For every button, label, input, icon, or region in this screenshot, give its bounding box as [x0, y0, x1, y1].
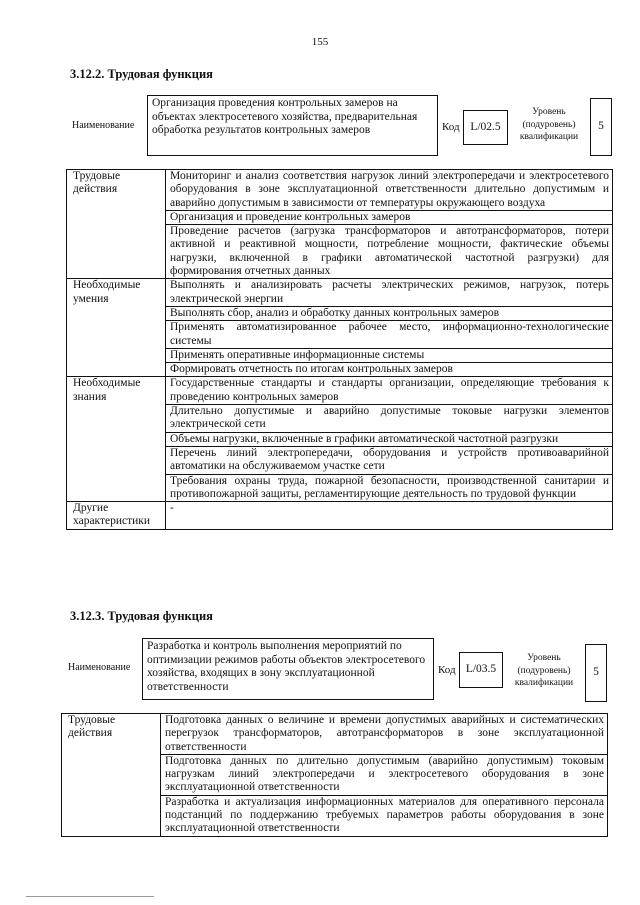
section-heading-3-12-2: 3.12.2. Трудовая функция [70, 67, 213, 81]
function-code: L/03.5 [465, 663, 497, 676]
qualification-level: 5 [593, 666, 599, 679]
table-cell: Подготовка данных по длительно допустимым (аварийно допустимым) токовым нагрузкам линий электропередачи и электросетевого оборудования в зоне эксплуатационной ответственности [161, 754, 608, 795]
name-label: Наименование [72, 120, 135, 131]
function-name-box [147, 95, 438, 156]
table-row [67, 279, 613, 307]
table-cell: Организация и проведение контрольных замеров [166, 210, 613, 224]
page-edge-line [26, 896, 154, 897]
table-row [67, 502, 613, 530]
table-cell: Применять оперативные информационные системы [166, 348, 613, 362]
qualification-level: 5 [598, 120, 604, 133]
level-box [590, 98, 612, 156]
table-cell: Перечень линий электропередачи, оборудования и устройств противоаварийной автоматики на обслуживаемом участке сети [166, 446, 613, 474]
code-label: Код [442, 121, 460, 133]
table-row [67, 170, 613, 211]
function-name: Разработка и контроль выполнения мероприятий по оптимизации режимов работы объектов электросетевого хозяйства, входящих в зону эксплуатационной ответственности [147, 640, 426, 693]
code-box [463, 110, 508, 145]
level-label: Уровень (подуровень) квалификации [514, 653, 574, 688]
table-cell: Объемы нагрузки, включенные в графики автоматической частотной разгрузки [166, 432, 613, 446]
table-cell: Формировать отчетность по итогам контрольных замеров [166, 363, 613, 377]
level-box [585, 644, 607, 702]
table-cell: - [166, 502, 613, 530]
group-header-actions: Трудовые действия [62, 714, 161, 837]
labor-function-table-1 [66, 169, 613, 530]
table-cell: Подготовка данных о величине и времени допустимых аварийных и систематических перегрузок трансформаторов, автотрансформаторов в зоне эксплуатационной ответственности [161, 714, 608, 755]
table-cell: Выполнять и анализировать расчеты электрических режимов, нагрузок, потерь электрической энергии [166, 279, 613, 307]
table-cell: Разработка и актуализация информационных материалов для оперативного персонала подстанций по поддержанию требуемых параметров работы оборудования в зоне эксплуатационной ответственности [161, 795, 608, 836]
table-cell: Государственные стандарты и стандарты организации, определяющие требования к проведению контрольных замеров [166, 377, 613, 405]
table-row [67, 377, 613, 405]
table-cell: Выполнять сбор, анализ и обработку данных контрольных замеров [166, 306, 613, 320]
table-cell: Мониторинг и анализ соответствия нагрузок линий электропередачи и электросетевого оборудования в зоне эксплуатационной ответственности длительно допустимым и аварийно допустимым в зависимости от температуры окружающего воздуха [166, 170, 613, 211]
function-name: Организация проведения контрольных замеров на объектах электросетевого хозяйства, предварительная обработка результатов контрольных замеров [152, 97, 418, 136]
table-cell: Длительно допустимые и аварийно допустимые токовые нагрузки элементов электрической сети [166, 405, 613, 433]
page-number: 155 [311, 36, 329, 48]
table-cell: Проведение расчетов (загрузка трансформаторов и автотрансформаторов, потери активной и реактивной мощности, потребление мощности, фактические объемы нагрузки, включенной в графики автоматической частотной разгрузки) для формирования отчетных данных [166, 225, 613, 279]
group-header-actions: Трудовые действия [67, 170, 166, 279]
table-cell: Применять автоматизированное рабочее место, информационно-технологические системы [166, 321, 613, 349]
name-label: Наименование [68, 662, 131, 673]
code-label: Код [438, 664, 456, 676]
function-code: L/02.5 [470, 120, 501, 133]
code-box [459, 652, 503, 688]
group-header-other: Другие характеристики [67, 502, 166, 530]
group-header-knowledge: Необходимые знания [67, 377, 166, 502]
group-header-skills: Необходимые умения [67, 279, 166, 377]
function-name-box [142, 638, 434, 700]
table-cell: Требования охраны труда, пожарной безопасности, производственной санитарии и противопожарной защиты, регламентирующие деятельность по трудовой функции [166, 474, 613, 502]
labor-function-table-2 [61, 713, 608, 837]
table-row [62, 714, 608, 755]
section-heading-3-12-3: 3.12.3. Трудовая функция [70, 609, 213, 623]
level-label: Уровень (подуровень) квалификации [519, 107, 579, 142]
